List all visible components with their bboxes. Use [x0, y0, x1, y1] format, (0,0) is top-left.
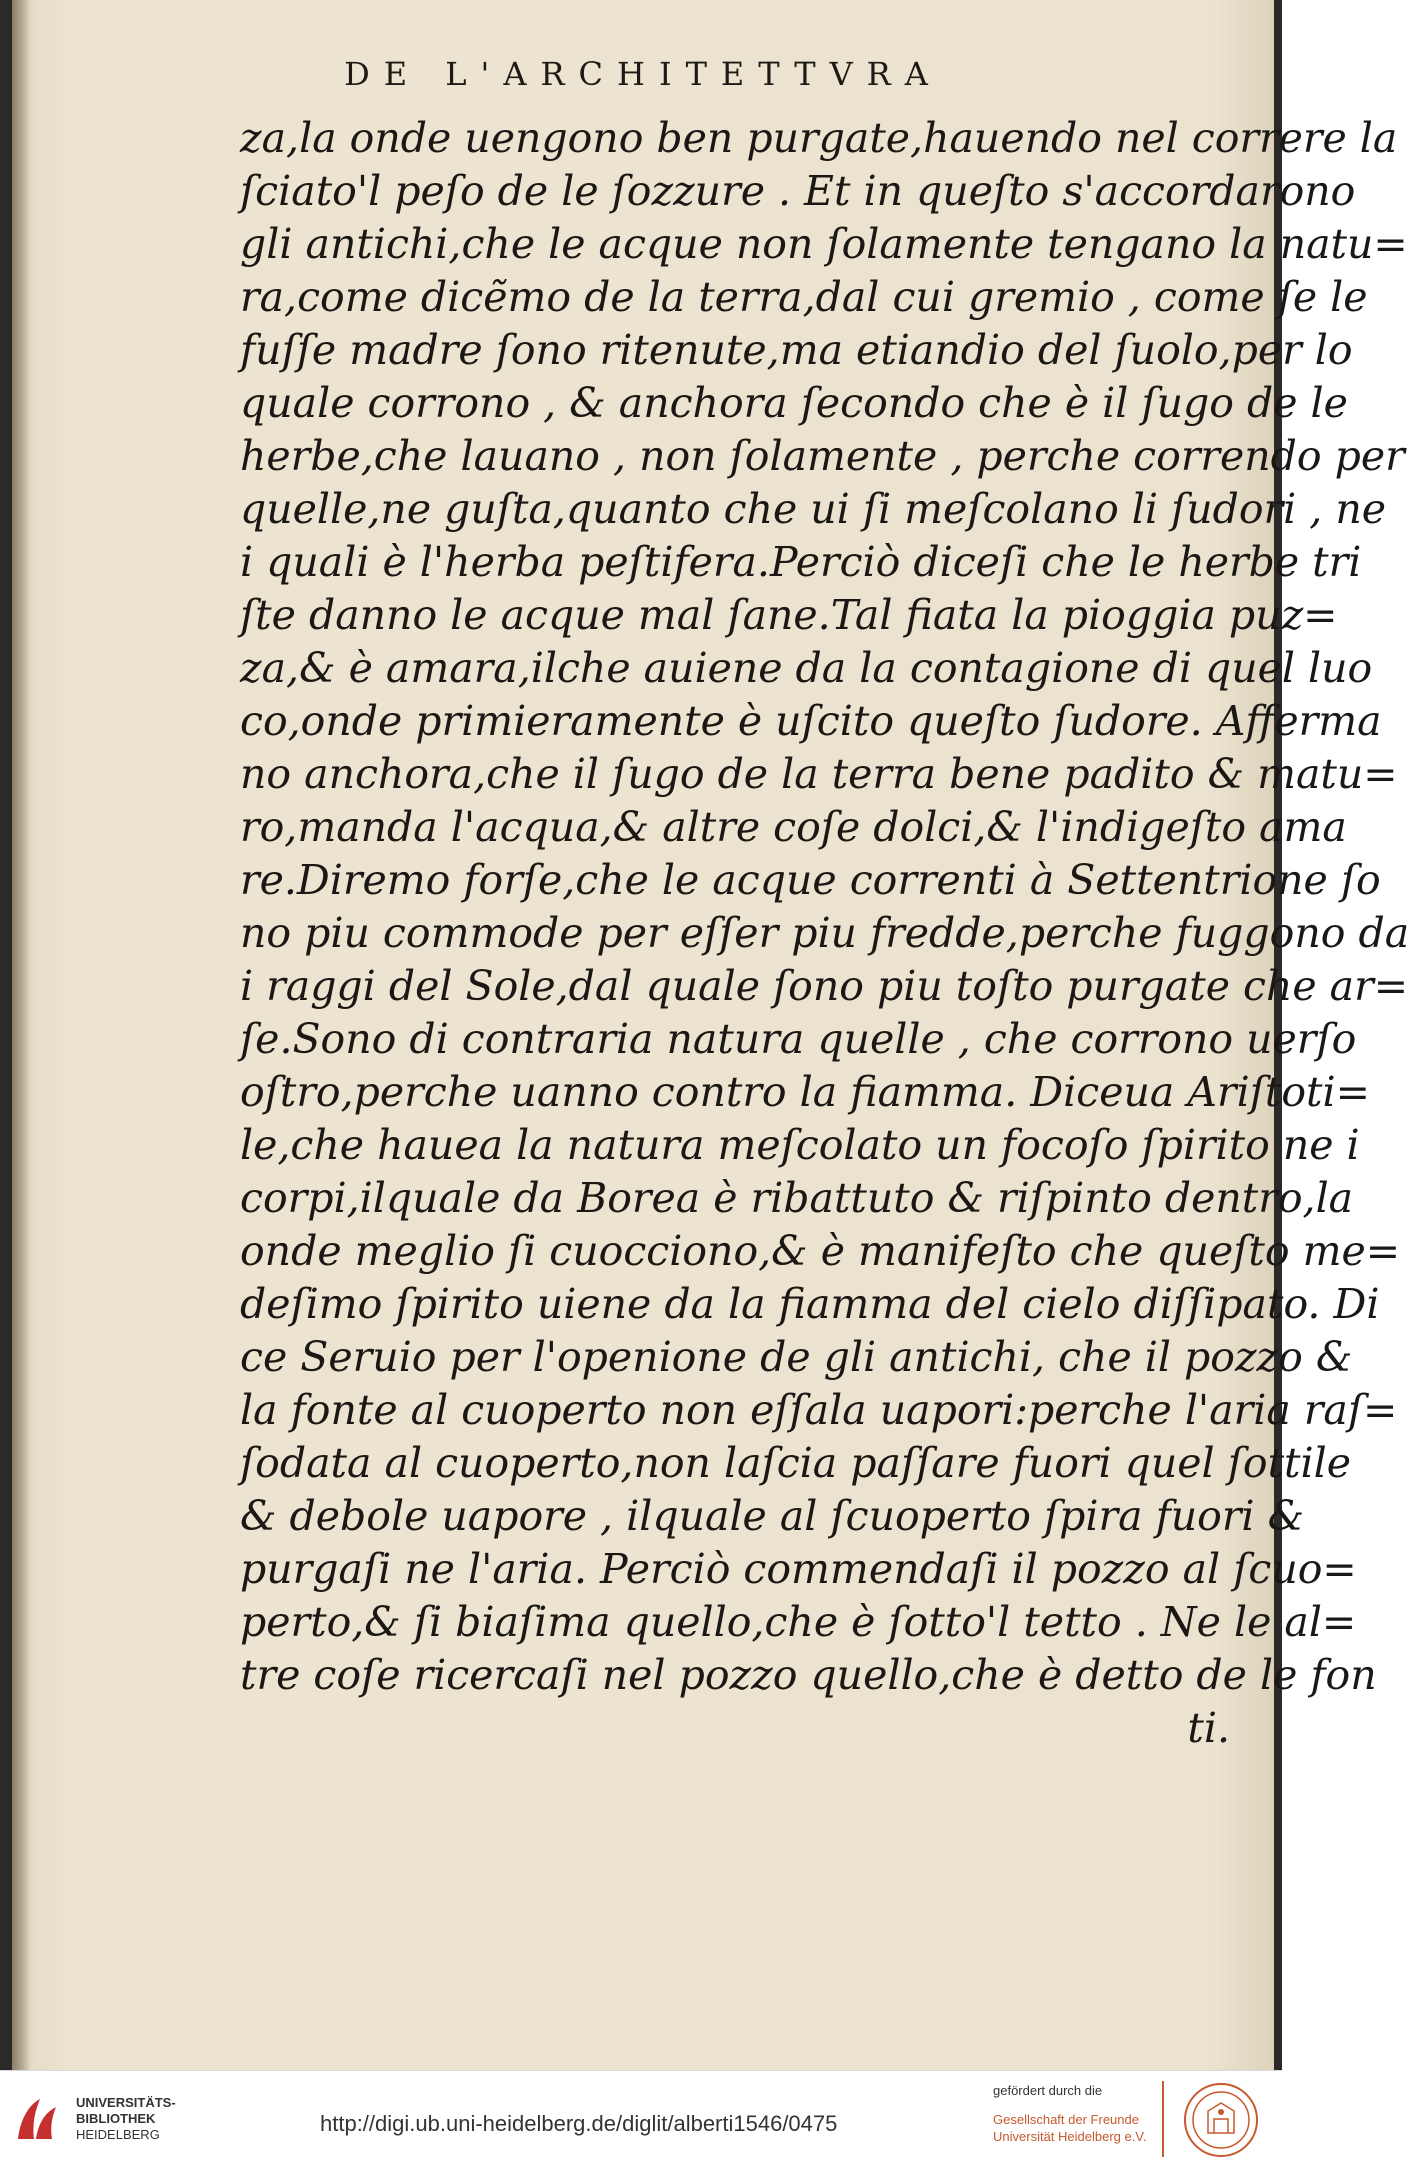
text-line: la fonte al cuoperto non eſſala uapori:perche l'aria raſ= [240, 1386, 1398, 1434]
book-page [12, 0, 1409, 2070]
text-line: ra,come dicẽmo de la terra,dal cui gremio , come ſe le [240, 273, 1368, 321]
text-line: ſte danno le acque mal ſane.Tal fiata la pioggia puz= [240, 591, 1338, 639]
text-line: herbe,che lauano , non ſolamente , perche correndo per [240, 432, 1405, 480]
text-line: purgaſi ne l'aria. Perciò commendaſi il pozzo al ſcuo= [240, 1545, 1357, 1593]
university-seal-icon[interactable] [1176, 2081, 1266, 2159]
sponsor-name[interactable] [993, 2111, 1146, 2145]
library-name-line: UNIVERSITÄTS- [76, 2095, 176, 2110]
text-line: i quali è l'herba peſtifera.Perciò diceſi che le herbe tri [240, 538, 1362, 586]
text-line: ſodata al cuoperto,non laſcia paſſare fuori quel ſottile [240, 1439, 1352, 1487]
text-line: ro,manda l'acqua,& altre coſe dolci,& l'indigeſto ama [240, 803, 1347, 851]
library-name-line: HEIDELBERG [76, 2127, 160, 2142]
sponsor-name-line: Universität Heidelberg e.V. [993, 2129, 1147, 2144]
text-line: no piu commode per eſſer piu fredde,perche fuggono da [240, 909, 1409, 957]
text-line: oſtro,perche uanno contro la fiamma. Diceua Ariſtoti= [240, 1068, 1370, 1116]
text-line: onde meglio ſi cuocciono,& è manifeſto che queſto me= [240, 1227, 1401, 1275]
text-line: & debole uapore , ilquale al ſcuoperto ſpira fuori & [240, 1492, 1305, 1540]
text-line-catchword: ti. [1187, 1704, 1230, 1752]
text-line: re.Diremo forſe,che le acque correnti à Settentrione ſo [240, 856, 1381, 904]
text-line: za,& è amara,ilche auiene da la contagione di quel luo [240, 644, 1373, 692]
viewer-footer [0, 2070, 1282, 2166]
text-block [240, 112, 1409, 1755]
footer-divider [1162, 2081, 1164, 2157]
sponsor-name-line: Gesellschaft der Freunde [993, 2112, 1139, 2127]
text-line: ſe.Sono di contraria natura quelle , che corrono uerſo [240, 1015, 1357, 1063]
text-line: le,che hauea la natura meſcolato un focoſo ſpirito ne i [240, 1121, 1360, 1169]
text-line: corpi,ilquale da Borea è ribattuto & riſpinto dentro,la [240, 1174, 1354, 1222]
text-line: quale corrono , & anchora ſecondo che è il ſugo de le [240, 379, 1348, 427]
library-name-line: BIBLIOTHEK [76, 2111, 156, 2126]
text-line: ce Seruio per l'openione de gli antichi, che il pozzo & [240, 1333, 1353, 1381]
text-line: co,onde primieramente è uſcito queſto ſudore. Afferma [240, 697, 1382, 745]
text-line: tre coſe ricercaſi nel pozzo quello,che è detto de le fon [240, 1651, 1377, 1699]
text-line: i raggi del Sole,dal quale ſono piu toſto purgate che ar= [240, 962, 1409, 1010]
permalink-url[interactable]: http://digi.ub.uni-heidelberg.de/diglit/alberti1546/0475 [320, 2111, 838, 2136]
text-line: za,la onde uengono ben purgate,hauendo nel correre la [240, 114, 1398, 162]
text-line: no anchora,che il ſugo de la terra bene padito & matu= [240, 750, 1398, 798]
running-head: DE L'ARCHITETTVRA [344, 55, 942, 93]
text-line: gli antichi,che le acque non ſolamente tengano la natu= [240, 220, 1408, 268]
library-name [76, 2095, 176, 2143]
text-line: fuſſe madre ſono ritenute,ma etiandio del ſuolo,per lo [240, 326, 1353, 374]
ub-heidelberg-logo-icon[interactable] [10, 2091, 66, 2147]
text-line: quelle,ne guſta,quanto che ui ſi meſcolano li ſudori , ne [240, 485, 1387, 533]
text-line: ſciato'l peſo de le ſozzure . Et in queſto s'accordarono [240, 167, 1356, 215]
text-line: deſimo ſpirito uiene da la fiamma del cielo diſſipato. Di [240, 1280, 1380, 1328]
text-line: perto,& ſi biaſima quello,che è ſotto'l tetto . Ne le al= [240, 1598, 1357, 1646]
sponsor-intro: gefördert durch die [993, 2083, 1103, 2098]
